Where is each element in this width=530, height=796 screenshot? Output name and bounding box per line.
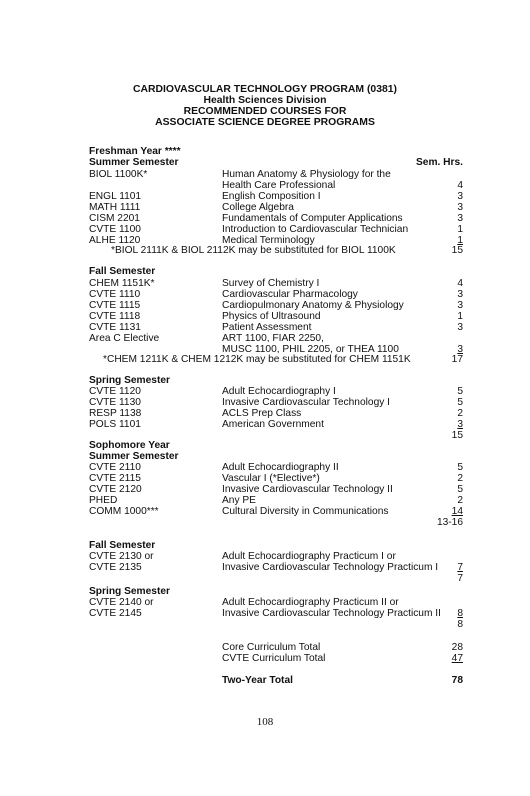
course-code: PHED <box>89 495 118 506</box>
semester-hours-heading: Sem. Hrs. <box>416 157 463 168</box>
course-code: CVTE 1110 <box>89 289 141 300</box>
course-code: ALHE 1120 <box>89 235 141 246</box>
semester-total: 15 <box>451 245 463 256</box>
course-hours: 5 <box>457 386 463 397</box>
course-hours: 3 <box>457 289 463 300</box>
course-code: CVTE 1100 <box>89 224 141 235</box>
course-title: Adult Echocardiography Practicum II or <box>222 597 399 608</box>
course-hours: 5 <box>457 484 463 495</box>
semester-total: 17 <box>451 354 463 365</box>
course-hours: 2 <box>457 495 463 506</box>
course-code: CVTE 2110 <box>89 462 141 473</box>
course-title: Vascular I (*Elective*) <box>222 473 320 484</box>
spring-semester-heading: Spring Semester <box>89 375 170 386</box>
course-hours: 3 <box>457 300 463 311</box>
course-hours: 3 <box>457 213 463 224</box>
course-hours: 5 <box>457 397 463 408</box>
course-title: Fundamentals of Computer Applications <box>222 213 403 224</box>
course-hours: 4 <box>457 278 463 289</box>
summer-semester-heading: Summer Semester <box>89 451 179 462</box>
course-code: CHEM 1151K* <box>89 278 155 289</box>
course-title: Introduction to Cardiovascular Technician <box>222 224 409 235</box>
course-hours: 5 <box>457 462 463 473</box>
semester-total: 15 <box>451 430 463 441</box>
freshman-year-heading: Freshman Year **** <box>89 146 181 157</box>
course-hours: 2 <box>457 408 463 419</box>
fall-semester-heading: Fall Semester <box>89 266 156 277</box>
course-title: Human Anatomy & Physiology for the <box>222 169 391 180</box>
cvte-total-value: 47 <box>451 653 463 664</box>
course-code: ENGL 1101 <box>89 191 142 202</box>
course-hours: 1 <box>457 311 463 322</box>
course-code: BIOL 1100K* <box>89 169 148 180</box>
page-number: 108 <box>256 716 274 728</box>
course-code: CVTE 1131 <box>89 322 141 333</box>
course-hours: 4 <box>457 180 463 191</box>
course-title: Invasive Cardiovascular Technology I <box>222 397 390 408</box>
sophomore-year-heading: Sophomore Year <box>89 440 170 451</box>
course-code: CVTE 1130 <box>89 397 141 408</box>
cvte-total-label: CVTE Curriculum Total <box>222 653 326 664</box>
course-title: Adult Echocardiography II <box>222 462 339 473</box>
division-title: Health Sciences Division <box>203 95 327 106</box>
course-title: Patient Assessment <box>222 322 312 333</box>
course-code: CVTE 2145 <box>89 608 142 619</box>
core-total-label: Core Curriculum Total <box>222 642 321 653</box>
degree-title: ASSOCIATE SCIENCE DEGREE PROGRAMS <box>155 117 375 128</box>
course-title: MUSC 1100, PHIL 2205, or THEA 1100 <box>222 344 399 355</box>
program-title: CARDIOVASCULAR TECHNOLOGY PROGRAM (0381) <box>132 84 398 95</box>
course-hours: 3 <box>457 202 463 213</box>
course-code: POLS 1101 <box>89 419 141 430</box>
course-title: Invasive Cardiovascular Technology Practicum I <box>222 562 439 573</box>
course-code: CVTE 2135 <box>89 562 142 573</box>
substitution-note: *BIOL 2111K & BIOL 2112K may be substituted for BIOL 1100K <box>111 245 396 256</box>
course-code: MATH 1111 <box>89 202 141 213</box>
course-hours: 1 <box>457 235 463 246</box>
two-year-total-label: Two-Year Total <box>222 675 293 686</box>
course-code: COMM 1000*** <box>89 506 159 517</box>
course-title: Survey of Chemistry I <box>222 278 320 289</box>
course-code: CVTE 1118 <box>89 311 141 322</box>
course-title: Cardiovascular Pharmacology <box>222 289 358 300</box>
course-code: Area C Elective <box>89 333 160 344</box>
course-hours: 3 <box>457 419 463 430</box>
course-code: CVTE 2120 <box>89 484 142 495</box>
course-title: Physics of Ultrasound <box>222 311 321 322</box>
course-title: Any PE <box>222 495 256 506</box>
core-total-value: 28 <box>451 642 463 653</box>
course-title: ACLS Prep Class <box>222 408 302 419</box>
course-hours: 14 <box>451 506 463 517</box>
spring-semester-heading: Spring Semester <box>89 586 170 597</box>
semester-total: 7 <box>457 573 463 584</box>
course-code: CISM 2201 <box>89 213 140 224</box>
course-title: American Government <box>222 419 324 430</box>
course-title: Invasive Cardiovascular Technology II <box>222 484 393 495</box>
fall-semester-heading: Fall Semester <box>89 540 156 551</box>
course-code: CVTE 2140 or <box>89 597 154 608</box>
two-year-total-value: 78 <box>451 675 463 686</box>
course-title: Adult Echocardiography I <box>222 386 336 397</box>
summer-semester-heading: Summer Semester <box>89 157 179 168</box>
course-code: CVTE 2115 <box>89 473 141 484</box>
course-title: Medical Terminology <box>222 235 315 246</box>
course-code: CVTE 2130 or <box>89 551 154 562</box>
course-code: CVTE 1115 <box>89 300 141 311</box>
course-hours: 3 <box>457 344 463 355</box>
course-title: Adult Echocardiography Practicum I or <box>222 551 396 562</box>
course-code: CVTE 1120 <box>89 386 141 397</box>
semester-total: 13-16 <box>436 517 463 528</box>
course-title: English Composition I <box>222 191 321 202</box>
course-title: Cardiopulmonary Anatomy & Physiology <box>222 300 404 311</box>
semester-total: 8 <box>457 619 463 630</box>
course-code: RESP 1138 <box>89 408 142 419</box>
recommended-title: RECOMMENDED COURSES FOR <box>183 106 347 117</box>
course-hours: 7 <box>457 562 463 573</box>
course-hours: 3 <box>457 322 463 333</box>
substitution-note: *CHEM 1211K & CHEM 1212K may be substituted for CHEM 1151K <box>103 354 411 365</box>
course-title: Invasive Cardiovascular Technology Practicum II <box>222 608 441 619</box>
course-title: Health Care Professional <box>222 180 336 191</box>
course-hours: 3 <box>457 191 463 202</box>
course-hours: 8 <box>457 608 463 619</box>
course-title: Cultural Diversity in Communications <box>222 506 389 517</box>
course-hours: 1 <box>457 224 463 235</box>
course-hours: 2 <box>457 473 463 484</box>
course-title: ART 1100, FIAR 2250, <box>222 333 324 344</box>
course-title: College Algebra <box>222 202 294 213</box>
